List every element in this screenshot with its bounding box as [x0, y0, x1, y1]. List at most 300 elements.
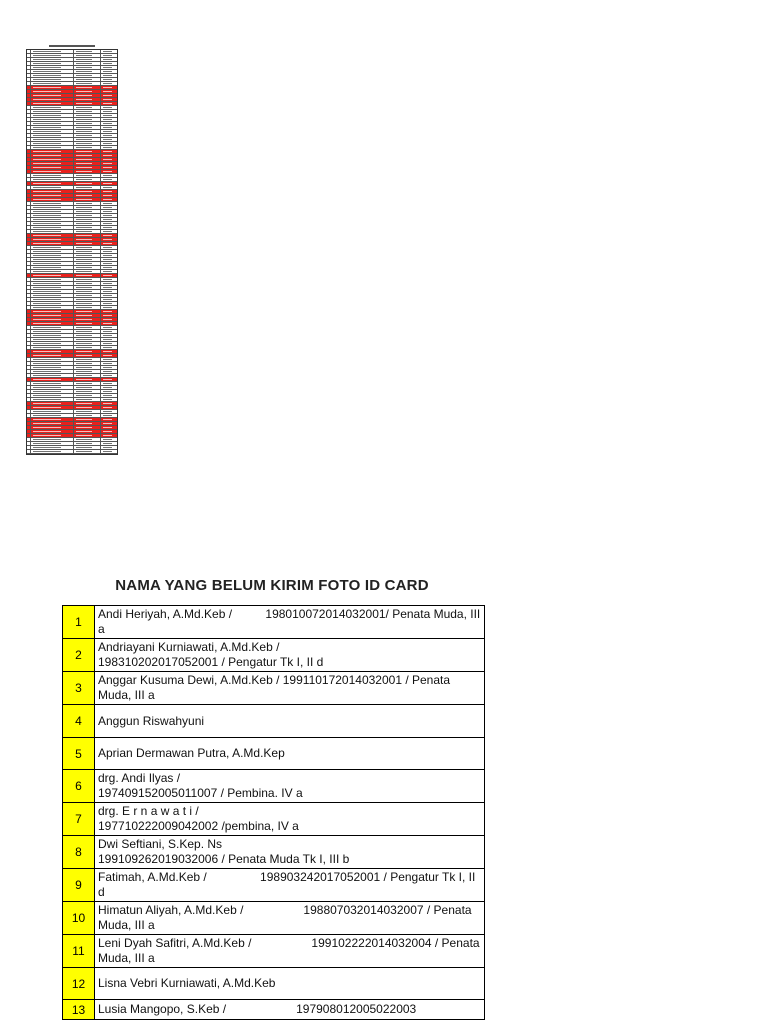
thumbnail-cell [31, 422, 74, 425]
row-text: Anggun Riswahyuni [98, 713, 205, 728]
thumbnail-cell [101, 282, 117, 285]
thumbnail-cell [74, 266, 101, 269]
thumbnail-cell [74, 134, 101, 137]
thumbnail-cell [74, 206, 101, 209]
thumbnail-cell [31, 54, 74, 57]
thumbnail-cell [74, 198, 101, 201]
row-text: Anggar Kusuma Dewi, A.Md.Keb / 199110172014032001 / Penata Muda, III a [98, 673, 454, 702]
thumbnail-cell [74, 86, 101, 89]
thumbnail-cell [74, 442, 101, 445]
thumbnail-cell [31, 246, 74, 249]
thumbnail-cell [101, 318, 117, 321]
list-item [63, 968, 485, 1000]
row-number: 4 [63, 705, 95, 737]
thumbnail-cell [74, 246, 101, 249]
thumbnail-cell [31, 114, 74, 117]
thumbnail-cell [31, 162, 74, 165]
thumbnail-cell [31, 210, 74, 213]
thumbnail-cell [101, 342, 117, 345]
thumbnail-cell [101, 98, 117, 101]
thumbnail-cell [74, 314, 101, 317]
thumbnail-cell [101, 58, 117, 61]
thumbnail-cell [31, 442, 74, 445]
thumbnail-cell [74, 422, 101, 425]
thumbnail-cell [31, 430, 74, 433]
thumbnail-cell [74, 58, 101, 61]
thumbnail-cell [101, 242, 117, 245]
thumbnail-cell [101, 182, 117, 185]
thumbnail-cell [31, 158, 74, 161]
thumbnail-cell [74, 130, 101, 133]
thumbnail-cell [101, 150, 117, 153]
thumbnail-cell [74, 426, 101, 429]
thumbnail-cell [101, 374, 117, 377]
thumbnail-cell [31, 58, 74, 61]
thumbnail-cell [101, 114, 117, 117]
thumbnail-cell [74, 330, 101, 333]
thumbnail-cell [101, 70, 117, 73]
row-number: 6 [63, 770, 95, 802]
thumbnail-cell [31, 434, 74, 437]
thumbnail-cell [74, 158, 101, 161]
thumbnail-cell [101, 410, 117, 413]
thumbnail-cell [74, 366, 101, 369]
thumbnail-cell [74, 338, 101, 341]
row-text-cell [95, 803, 485, 835]
list-item [63, 705, 485, 738]
thumbnail-cell [101, 146, 117, 149]
thumbnail-cell [74, 178, 101, 181]
thumbnail-cell [101, 366, 117, 369]
thumbnail-cell [74, 398, 101, 401]
thumbnail-cell [31, 270, 74, 273]
row-text: Leni Dyah Safitri, A.Md.Keb / 199102222014032004 / Penata Muda, III a [98, 936, 483, 965]
thumbnail-cell [74, 350, 101, 353]
row-text: Lusia Mangopo, S.Keb / 197908012005022003 [98, 1002, 417, 1016]
thumbnail-cell [74, 438, 101, 441]
thumbnail-cell [31, 330, 74, 333]
thumbnail-cell [74, 146, 101, 149]
thumbnail-cell [31, 214, 74, 217]
thumbnail-cell [101, 358, 117, 361]
thumbnail-cell [101, 214, 117, 217]
thumbnail-cell [31, 110, 74, 113]
thumbnail-cell [31, 154, 74, 157]
thumbnail-cell [74, 166, 101, 169]
thumbnail-cell [101, 426, 117, 429]
thumbnail-cell [74, 154, 101, 157]
thumbnail-cell [31, 334, 74, 337]
thumbnail-cell [74, 162, 101, 165]
thumbnail-cell [31, 202, 74, 205]
thumbnail-cell [31, 282, 74, 285]
thumbnail-row [27, 450, 117, 454]
thumbnail-cell [31, 226, 74, 229]
thumbnail-cell [101, 270, 117, 273]
thumbnail-cell [101, 218, 117, 221]
thumbnail-cell [31, 122, 74, 125]
thumbnail-cell [31, 302, 74, 305]
thumbnail-cell [31, 86, 74, 89]
thumbnail-cell [31, 350, 74, 353]
thumbnail-grid [26, 49, 118, 455]
thumbnail-cell [101, 90, 117, 93]
thumbnail-cell [74, 50, 101, 53]
thumbnail-cell [31, 66, 74, 69]
thumbnail-cell [101, 66, 117, 69]
thumbnail-cell [101, 118, 117, 121]
thumbnail-cell [74, 90, 101, 93]
thumbnail-cell [74, 270, 101, 273]
thumbnail-cell [101, 78, 117, 81]
thumbnail-cell [101, 246, 117, 249]
row-text: Andi Heriyah, A.Md.Keb / 19801007201403200​1/ Penata Muda, III a [98, 607, 484, 636]
thumbnail-cell [101, 298, 117, 301]
thumbnail-cell [74, 174, 101, 177]
thumbnail-cell [101, 350, 117, 353]
thumbnail-cell [101, 386, 117, 389]
thumbnail-cell [101, 230, 117, 233]
thumbnail-cell [74, 370, 101, 373]
thumbnail-cell [31, 318, 74, 321]
spreadsheet-thumbnail [26, 42, 118, 455]
thumbnail-cell [31, 50, 74, 53]
row-text: Aprian Dermawan Putra, A.Md.Kep [98, 746, 285, 760]
thumbnail-cell [101, 106, 117, 109]
list-item [63, 803, 485, 836]
row-text-cell [95, 606, 485, 638]
list-item [63, 770, 485, 803]
thumbnail-cell [74, 258, 101, 261]
thumbnail-cell [74, 346, 101, 349]
thumbnail-cell [74, 302, 101, 305]
thumbnail-cell [31, 174, 74, 177]
thumbnail-cell [74, 122, 101, 125]
thumbnail-cell [31, 118, 74, 121]
thumbnail-cell [101, 54, 117, 57]
thumbnail-cell [31, 398, 74, 401]
thumbnail-cell [101, 446, 117, 449]
thumbnail-cell [101, 74, 117, 77]
thumbnail-cell [101, 402, 117, 405]
thumbnail-cell [101, 262, 117, 265]
thumbnail-cell [31, 370, 74, 373]
thumbnail-cell [31, 98, 74, 101]
thumbnail-cell [74, 294, 101, 297]
thumbnail-cell [74, 318, 101, 321]
thumbnail-cell [74, 78, 101, 81]
thumbnail-cell [31, 134, 74, 137]
thumbnail-cell [74, 354, 101, 357]
thumbnail-cell [101, 290, 117, 293]
thumbnail-cell [101, 274, 117, 277]
thumbnail-cell [31, 194, 74, 197]
thumbnail-cell [74, 450, 101, 453]
thumbnail-cell [74, 70, 101, 73]
thumbnail-cell [101, 370, 117, 373]
thumbnail-cell [101, 434, 117, 437]
thumbnail-cell [74, 82, 101, 85]
thumbnail-cell [101, 422, 117, 425]
thumbnail-cell [101, 210, 117, 213]
thumbnail-cell [74, 150, 101, 153]
thumbnail-cell [101, 250, 117, 253]
thumbnail-cell [31, 102, 74, 105]
thumbnail-cell [31, 314, 74, 317]
thumbnail-cell [31, 366, 74, 369]
thumbnail-cell [74, 390, 101, 393]
thumbnail-cell [101, 50, 117, 53]
thumbnail-cell [74, 278, 101, 281]
name-list [62, 605, 485, 1020]
thumbnail-cell [74, 186, 101, 189]
thumbnail-cell [74, 250, 101, 253]
thumbnail-cell [101, 154, 117, 157]
list-item [63, 639, 485, 672]
thumbnail-cell [74, 190, 101, 193]
thumbnail-cell [31, 418, 74, 421]
row-text-cell [95, 672, 485, 704]
thumbnail-cell [74, 374, 101, 377]
row-text-cell [95, 705, 485, 737]
thumbnail-cell [31, 94, 74, 97]
thumbnail-cell [101, 138, 117, 141]
list-item [63, 902, 485, 935]
thumbnail-cell [74, 170, 101, 173]
thumbnail-cell [101, 354, 117, 357]
thumbnail-cell [74, 74, 101, 77]
thumbnail-cell [101, 414, 117, 417]
thumbnail-cell [101, 202, 117, 205]
thumbnail-cell [74, 402, 101, 405]
thumbnail-cell [101, 178, 117, 181]
thumbnail-cell [101, 62, 117, 65]
thumbnail-cell [74, 322, 101, 325]
thumbnail-cell [31, 62, 74, 65]
thumbnail-cell [101, 394, 117, 397]
thumbnail-cell [74, 66, 101, 69]
thumbnail-cell [31, 278, 74, 281]
thumbnail-cell [31, 74, 74, 77]
thumbnail-cell [101, 310, 117, 313]
thumbnail-cell [101, 162, 117, 165]
thumbnail-cell [31, 198, 74, 201]
thumbnail-cell [31, 170, 74, 173]
thumbnail-cell [101, 330, 117, 333]
row-text-cell [95, 869, 485, 901]
thumbnail-cell [31, 186, 74, 189]
thumbnail-cell [31, 286, 74, 289]
row-text-cell [95, 836, 485, 868]
thumbnail-cell [31, 230, 74, 233]
row-text-cell [95, 738, 485, 769]
thumbnail-cell [74, 62, 101, 65]
thumbnail-cell [101, 158, 117, 161]
thumbnail-cell [74, 242, 101, 245]
thumbnail-cell [101, 122, 117, 125]
thumbnail-cell [101, 306, 117, 309]
thumbnail-cell [101, 82, 117, 85]
row-number: 1 [63, 606, 95, 638]
list-item [63, 672, 485, 705]
thumbnail-cell [101, 382, 117, 385]
thumbnail-cell [74, 274, 101, 277]
row-text-cell [95, 639, 485, 671]
thumbnail-cell [74, 290, 101, 293]
row-number: 13 [63, 1000, 95, 1019]
row-text: Fatimah, A.Md.Keb / 198903242017052001 / Pengatur Tk I, II d [98, 870, 479, 899]
thumbnail-cell [31, 386, 74, 389]
thumbnail-cell [31, 70, 74, 73]
thumbnail-cell [31, 254, 74, 257]
thumbnail-cell [101, 438, 117, 441]
thumbnail-cell [74, 214, 101, 217]
thumbnail-cell [31, 178, 74, 181]
thumbnail-cell [74, 326, 101, 329]
thumbnail-cell [101, 450, 117, 453]
thumbnail-cell [74, 238, 101, 241]
thumbnail-cell [31, 306, 74, 309]
row-text-cell [95, 902, 485, 934]
row-number: 8 [63, 836, 95, 868]
thumbnail-cell [74, 106, 101, 109]
thumbnail-cell [74, 310, 101, 313]
row-text: Andriayani Kurniawati, A.Md.Keb / 198310202017052001 / Pengatur Tk I, II d [98, 640, 324, 669]
row-number: 5 [63, 738, 95, 769]
thumbnail-cell [31, 242, 74, 245]
thumbnail-cell [74, 446, 101, 449]
thumbnail-cell [74, 222, 101, 225]
row-text: Himatun Aliyah, A.Md.Keb / 198807032014032007 / Penata Muda, III a [98, 903, 475, 932]
thumbnail-cell [101, 326, 117, 329]
thumbnail-cell [74, 254, 101, 257]
row-number: 7 [63, 803, 95, 835]
thumbnail-cell [101, 186, 117, 189]
thumbnail-cell [101, 346, 117, 349]
thumbnail-cell [31, 258, 74, 261]
thumbnail-cell [101, 198, 117, 201]
thumbnail-cell [31, 274, 74, 277]
thumbnail-cell [74, 342, 101, 345]
thumbnail-cell [74, 110, 101, 113]
thumbnail-cell [101, 226, 117, 229]
thumbnail-cell [31, 326, 74, 329]
thumbnail-cell [31, 150, 74, 153]
thumbnail-cell [31, 394, 74, 397]
row-number: 12 [63, 968, 95, 999]
thumbnail-cell [31, 446, 74, 449]
thumbnail-cell [31, 82, 74, 85]
thumbnail-cell [74, 306, 101, 309]
thumbnail-cell [31, 206, 74, 209]
thumbnail-cell [101, 442, 117, 445]
thumbnail-cell [31, 438, 74, 441]
thumbnail-cell [31, 78, 74, 81]
thumbnail-cell [101, 258, 117, 261]
thumbnail-cell [74, 94, 101, 97]
thumbnail-cell [74, 282, 101, 285]
row-text: Dwi Seftiani, S.Kep. Ns 199109262019032006 / Penata Muda Tk I, III b [98, 837, 350, 866]
thumbnail-cell [74, 362, 101, 365]
thumbnail-cell [74, 138, 101, 141]
thumbnail-cell [31, 90, 74, 93]
row-text: drg. E r n a w a t i / 197710222009042002 /pembina, IV a [98, 804, 299, 833]
thumbnail-cell [31, 338, 74, 341]
thumbnail-cell [101, 134, 117, 137]
thumbnail-cell [31, 266, 74, 269]
thumbnail-cell [31, 354, 74, 357]
thumbnail-cell [31, 374, 74, 377]
thumbnail-cell [31, 234, 74, 237]
thumbnail-cell [74, 334, 101, 337]
list-item [63, 606, 485, 639]
thumbnail-cell [74, 394, 101, 397]
thumbnail-cell [101, 222, 117, 225]
row-text-cell [95, 935, 485, 967]
thumbnail-cell [101, 110, 117, 113]
thumbnail-cell [31, 450, 74, 453]
thumbnail-cell [74, 382, 101, 385]
thumbnail-cell [31, 426, 74, 429]
thumbnail-cell [101, 334, 117, 337]
thumbnail-cell [31, 322, 74, 325]
thumbnail-cell [74, 210, 101, 213]
thumbnail-cell [74, 54, 101, 57]
thumbnail-cell [101, 234, 117, 237]
thumbnail-cell [74, 218, 101, 221]
thumbnail-cell [101, 102, 117, 105]
thumbnail-cell [74, 286, 101, 289]
thumbnail-cell [101, 206, 117, 209]
row-number: 3 [63, 672, 95, 704]
thumbnail-cell [31, 106, 74, 109]
row-text: Lisna Vebri Kurniawati, A.Md.Keb [98, 976, 276, 990]
thumbnail-cell [101, 142, 117, 145]
list-item [63, 869, 485, 902]
thumbnail-cell [101, 294, 117, 297]
thumbnail-cell [101, 174, 117, 177]
thumbnail-cell [74, 142, 101, 145]
thumbnail-cell [31, 126, 74, 129]
thumbnail-cell [31, 342, 74, 345]
thumbnail-cell [31, 238, 74, 241]
thumbnail-cell [101, 166, 117, 169]
list-item [63, 935, 485, 968]
row-number: 10 [63, 902, 95, 934]
thumbnail-cell [31, 310, 74, 313]
thumbnail-cell [101, 86, 117, 89]
list-item [63, 836, 485, 869]
row-text: drg. Andi Ilyas / 197409152005011007 / Pembina. IV a [98, 771, 303, 800]
thumbnail-cell [101, 170, 117, 173]
thumbnail-cell [31, 294, 74, 297]
thumbnail-cell [101, 238, 117, 241]
thumbnail-cell [101, 322, 117, 325]
thumbnail-cell [101, 390, 117, 393]
thumbnail-cell [74, 430, 101, 433]
thumbnail-cell [74, 386, 101, 389]
row-text-cell [95, 770, 485, 802]
list-item [63, 738, 485, 770]
thumbnail-cell [101, 314, 117, 317]
thumbnail-cell [74, 414, 101, 417]
thumbnail-cell [74, 102, 101, 105]
thumbnail-cell [31, 166, 74, 169]
thumbnail-cell [31, 262, 74, 265]
thumbnail-cell [101, 126, 117, 129]
thumbnail-cell [101, 254, 117, 257]
thumbnail-cell [74, 298, 101, 301]
